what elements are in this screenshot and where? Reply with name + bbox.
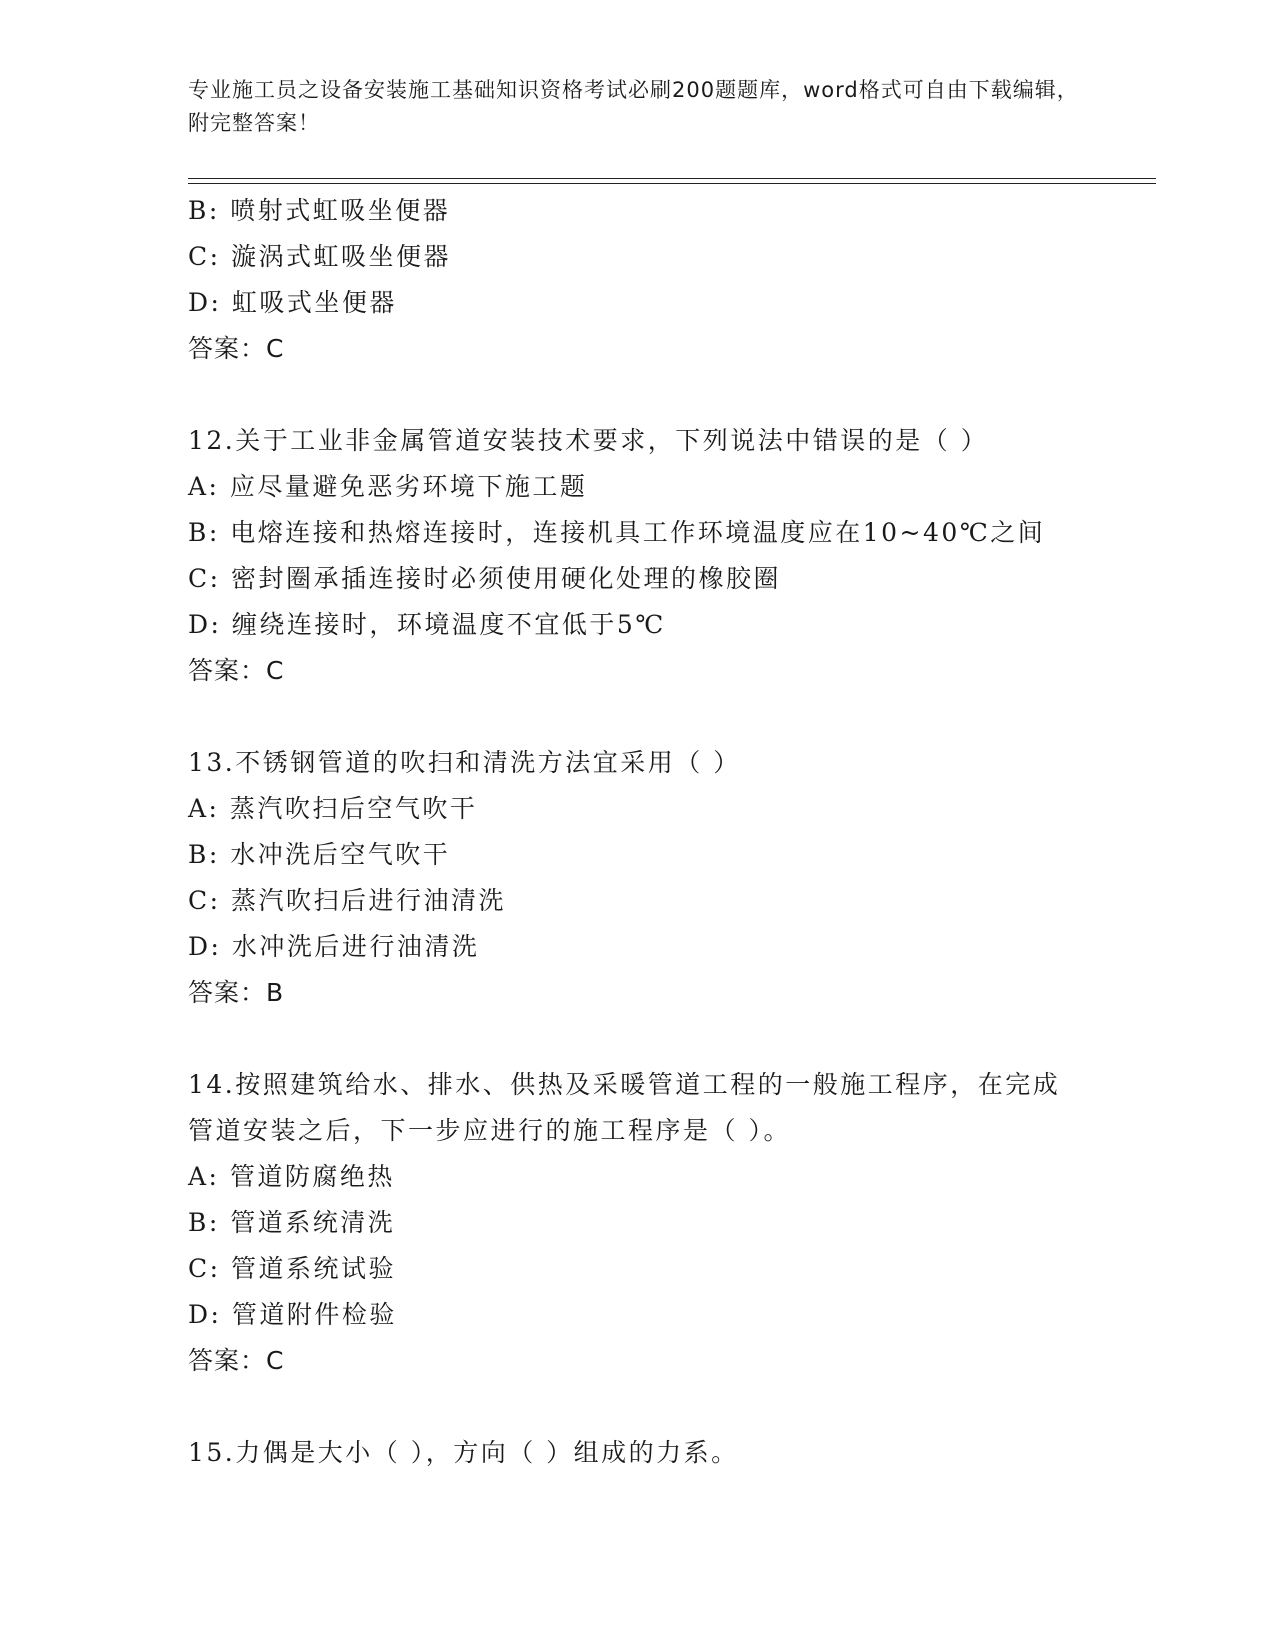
question-14 xyxy=(188,1062,1088,1384)
question-13 xyxy=(188,740,1088,1016)
answer-line: 答案：C xyxy=(188,334,285,363)
header-divider-top xyxy=(188,178,1156,179)
option-d: D: 管道附件检验 xyxy=(188,1300,397,1329)
answer-line: 答案：B xyxy=(188,978,285,1007)
question-list xyxy=(188,188,1088,1522)
option-c: C: 管道系统试验 xyxy=(188,1254,396,1283)
question-12 xyxy=(188,418,1088,694)
header-divider-bottom xyxy=(188,183,1156,184)
question-fragment xyxy=(188,188,1088,372)
question-text: 15.力偶是大小（ ），方向（ ）组成的力系。 xyxy=(188,1438,739,1467)
question-text: 13.不锈钢管道的吹扫和清洗方法宜采用（ ） xyxy=(188,748,741,777)
option-d: D: 缠绕连接时，环境温度不宜低于5℃ xyxy=(188,610,666,639)
option-c: C: 蒸汽吹扫后进行油清洗 xyxy=(188,886,506,915)
page-header xyxy=(188,74,1088,140)
answer-line: 答案：C xyxy=(188,1346,285,1375)
question-15 xyxy=(188,1430,1088,1476)
option-d: D: 水冲洗后进行油清洗 xyxy=(188,932,480,961)
answer-line: 答案：C xyxy=(188,656,285,685)
option-b: B: 电熔连接和热熔连接时，连接机具工作环境温度应在10~40℃之间 xyxy=(188,518,1046,547)
header-title: 专业施工员之设备安装施工基础知识资格考试必刷200题题库，word格式可自由下载编辑，附完整答案！ xyxy=(188,78,1079,135)
question-text: 12.关于工业非金属管道安装技术要求，下列说法中错误的是（ ） xyxy=(188,426,989,455)
option-b: B: 管道系统清洗 xyxy=(188,1208,396,1237)
option-a: A: 蒸汽吹扫后空气吹干 xyxy=(188,794,478,823)
option-b: B: 喷射式虹吸坐便器 xyxy=(188,196,451,225)
option-a: A: 应尽量避免恶劣环境下施工题 xyxy=(188,472,588,501)
question-text: 14.按照建筑给水、排水、供热及采暖管道工程的一般施工程序，在完成管道安装之后，下一步应进行的施工程序是（ ）。 xyxy=(188,1070,1061,1145)
option-b: B: 水冲洗后空气吹干 xyxy=(188,840,451,869)
option-c: C: 漩涡式虹吸坐便器 xyxy=(188,242,451,271)
option-a: A: 管道防腐绝热 xyxy=(188,1162,395,1191)
option-d: D: 虹吸式坐便器 xyxy=(188,288,397,317)
option-c: C: 密封圈承插连接时必须使用硬化处理的橡胶圈 xyxy=(188,564,781,593)
